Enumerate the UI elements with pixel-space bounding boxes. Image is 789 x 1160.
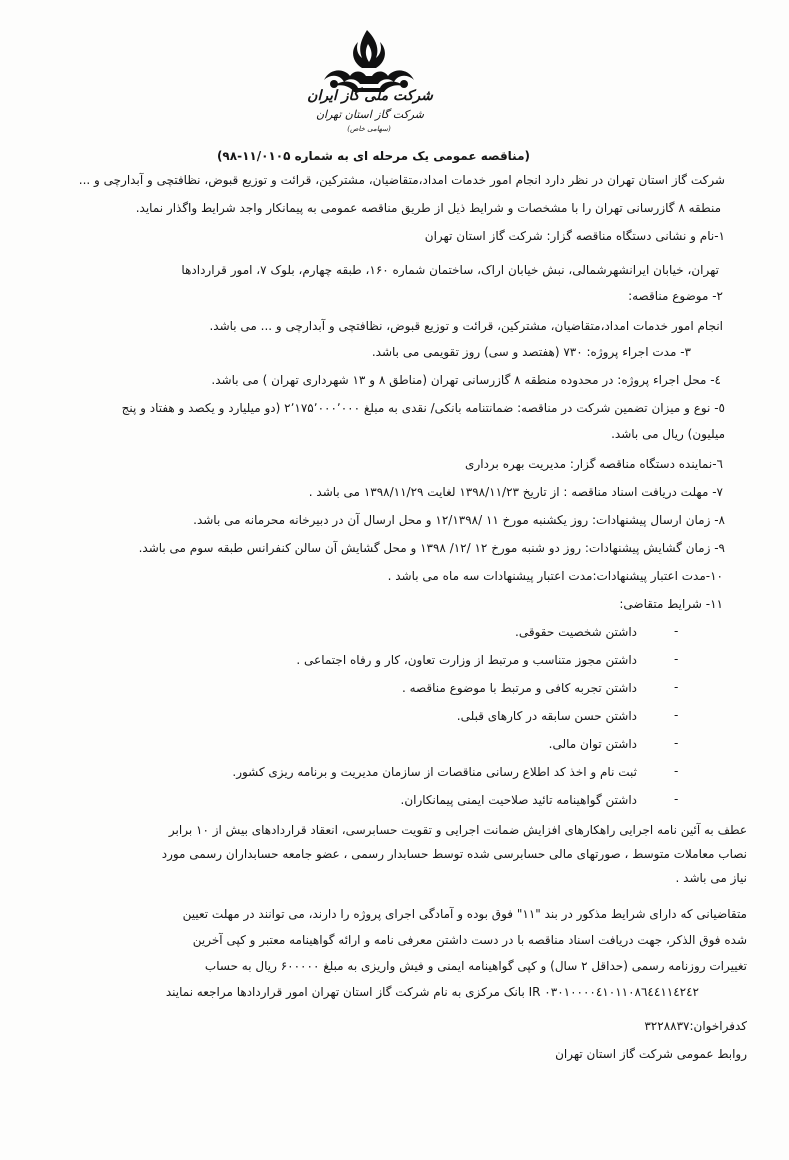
province-company-name: شرکت گاز استان تهران bbox=[315, 108, 425, 121]
condition-item: داشتن گواهینامه تائید صلاحیت ایمنی پیمانکاران. bbox=[400, 793, 637, 807]
closing-line-4: IR ۰۳۰۱۰۰۰۰٤۱۰۱۱۰۸٦٤٤۱۱٤۲٤۲ بانک مرکزی به نام شرکت گاز استان تهران امور قراردادها مراجعه نمایند bbox=[165, 985, 699, 999]
section-5-line-2: میلیون) ریال می باشد. bbox=[611, 427, 725, 441]
section-2-body: انجام امور خدمات امداد،متقاضیان، مشترکین، قرائت و توزیع قبوض، نظافتچی و آبدارچی و ... می باشد. bbox=[209, 319, 723, 333]
note-line-1: عطف به آئین نامه اجرایی راهکارهای افزایش ضمانت اجرایی و تقویت حسابرسی، انعقاد قراردادهای بیش از ۱۰ برابر bbox=[168, 823, 747, 837]
company-name: شرکت ملی گاز ایران bbox=[307, 88, 433, 104]
condition-marker: - bbox=[674, 680, 679, 694]
condition-item: داشتن شخصیت حقوقی. bbox=[515, 625, 637, 639]
note-line-3: نیاز می باشد . bbox=[675, 871, 747, 885]
section-6: ٦-نماینده دستگاه مناقصه گزار: مدیریت بهره برداری bbox=[465, 457, 723, 471]
condition-marker: - bbox=[674, 792, 679, 806]
closing-line-1: متقاضیانی که دارای شرایط مذکور در بند "۱۱" فوق بوده و آمادگی اجرای پروژه را دارند، می توانند در مهلت تعیین bbox=[182, 907, 747, 921]
condition-item: داشتن مجوز متناسب و مرتبط از وزارت تعاون، کار و رفاه اجتماعی . bbox=[296, 653, 637, 667]
section-1-address: تهران، خیابان ایرانشهرشمالی، نبش خیابان اراک، ساختمان شماره ۱۶۰، طبقه چهارم، بلوک ۷، امور قراردادها bbox=[181, 263, 719, 277]
condition-item: داشتن توان مالی. bbox=[548, 737, 637, 751]
section-11-title: ۱۱- شرایط متقاضی: bbox=[619, 597, 723, 611]
section-2-title: ۲- موضوع مناقصه: bbox=[628, 289, 723, 303]
section-7: ۷- مهلت دریافت اسناد مناقصه : از تاریخ ۱۳۹۸/۱۱/۲۳ لغایت ۱۳۹۸/۱۱/۲۹ می باشد . bbox=[308, 485, 723, 499]
public-relations-signature: روابط عمومی شرکت گاز استان تهران bbox=[555, 1047, 747, 1061]
section-5-line-1: ٥- نوع و میزان تضمین شرکت در مناقصه: ضمانتنامه بانکی/ نقدی به مبلغ ۲٬۱۷۵٬۰۰۰٬۰۰۰ (دو میلیارد و یکصد و هفتاد و پنج bbox=[121, 401, 725, 415]
section-1-title: ۱-نام و نشانی دستگاه مناقصه گزار: شرکت گاز استان تهران bbox=[424, 229, 725, 243]
note-line-2: نصاب معاملات متوسط ، صورتهای مالی حسابرسی شده توسط حسابدار رسمی ، عضو جامعه حسابداران رسمی مورد bbox=[161, 847, 747, 861]
section-4: ٤- محل اجراء پروژه: در محدوده منطقه ۸ گازرسانی تهران (مناطق ۸ و ۱۳ شهرداری تهران ) می باشد. bbox=[211, 373, 721, 387]
condition-marker: - bbox=[674, 736, 679, 750]
closing-line-3: تغییرات روزنامه رسمی (حداقل ۲ سال) و کپی گواهینامه ایمنی و فیش واریزی به مبلغ ۶۰۰۰۰۰ ریال به حساب bbox=[204, 959, 747, 973]
company-type-tag: (سهامی خاص) bbox=[347, 125, 391, 133]
section-3: ۳- مدت اجراء پروژه: ۷۳۰ (هفتصد و سی) روز تقویمی می باشد. bbox=[371, 345, 691, 359]
condition-marker: - bbox=[674, 624, 679, 638]
condition-marker: - bbox=[674, 764, 679, 778]
tender-title: (مناقصه عمومی یک مرحله ای به شماره ۱۱/۰۱۰۵-۹۸) bbox=[216, 149, 530, 163]
condition-item: داشتن تجربه کافی و مرتبط با موضوع مناقصه . bbox=[401, 681, 637, 695]
condition-marker: - bbox=[674, 708, 679, 722]
closing-line-2: شده فوق الذکر، جهت دریافت اسناد مناقصه با در دست داشتن معرفی نامه و ارائه گواهینامه معتبر و کپی آخرین bbox=[192, 933, 747, 947]
section-8: ۸- زمان ارسال پیشنهادات: روز یکشنبه مورخ ۱۱ /۱۲/۱۳۹۸ و محل ارسال آن در دبیرخانه محرمانه می باشد. bbox=[193, 513, 725, 527]
condition-item: داشتن حسن سابقه در کارهای قبلی. bbox=[456, 709, 637, 723]
condition-item: ثبت نام و اخذ کد اطلاع رسانی مناقصات از سازمان مدیریت و برنامه ریزی کشور. bbox=[232, 765, 637, 779]
section-10: ۱۰-مدت اعتبار پیشنهادات:مدت اعتبار پیشنهادات سه ماه می باشد . bbox=[387, 569, 723, 583]
intro-line-2: منطقه ۸ گازرسانی تهران را با مشخصات و شرایط ذیل از طریق مناقصه عمومی به پیمانکار واجد شرایط واگذار نماید. bbox=[135, 201, 721, 215]
tender-code: کدفراخوان:۳۲۲۸۸۳۷ bbox=[644, 1019, 747, 1033]
intro-line-1: شرکت گاز استان تهران در نظر دارد انجام امور خدمات امداد،متقاضیان، مشترکین، قرائت و توزیع قبوض، نظافتچی و آبدارچی و ... bbox=[78, 173, 725, 187]
condition-marker: - bbox=[674, 652, 679, 666]
section-9: ۹- زمان گشایش پیشنهادات: روز دو شنبه مورخ ۱۲ /۱۲/ ۱۳۹۸ و محل گشایش آن سالن کنفرانس طبقه سوم می باشد. bbox=[138, 541, 725, 555]
